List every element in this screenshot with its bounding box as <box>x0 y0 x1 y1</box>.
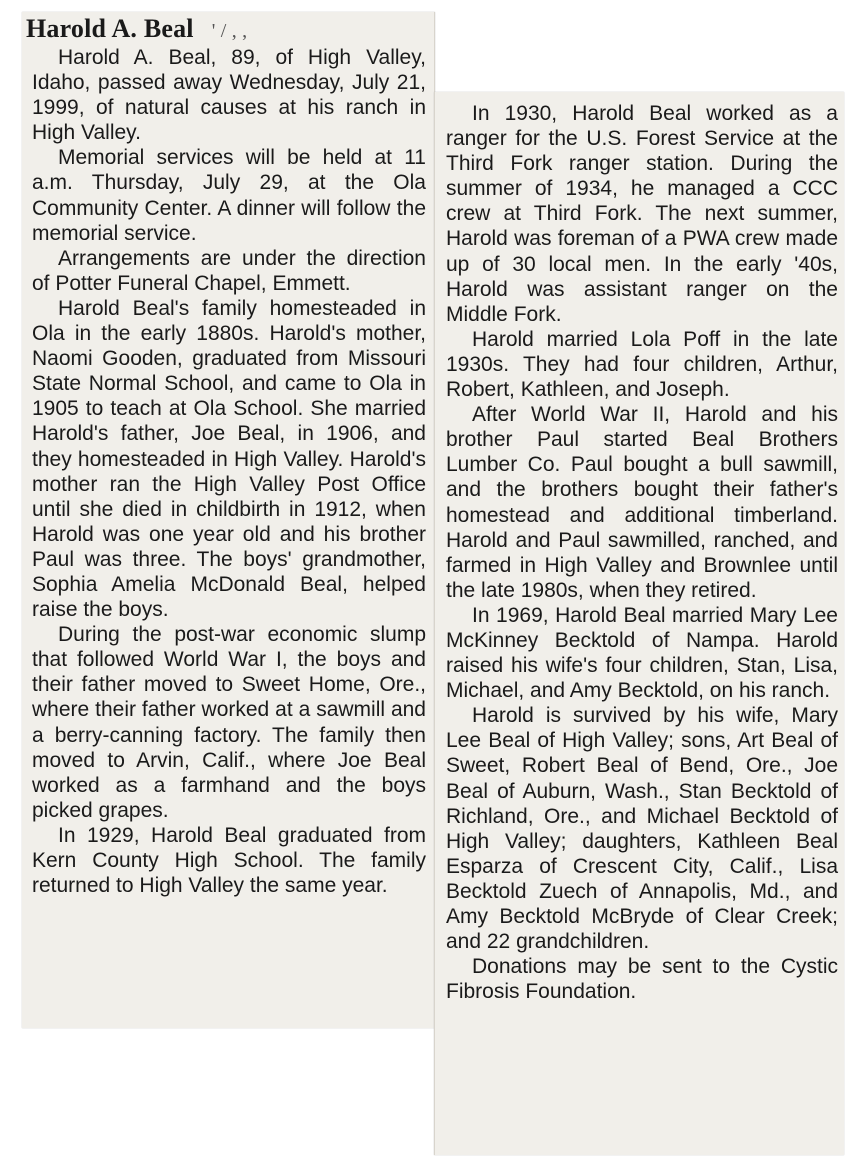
paragraph-arrangements: Arrangements are under the direction of Potter Funeral Chapel, Emmett. <box>32 246 426 295</box>
obituary-headline <box>26 14 426 46</box>
paragraph-memorial-services: Memorial services will be held at 11 a.m. Thursday, July 29, at the Ola Community Center. A dinner will follow the memorial service. <box>32 146 426 245</box>
paragraph-post-war: During the post-war economic slump that followed World War I, the boys and their father moved to Sweet Home, Ore., where their father worked at a sawmill and a berry-canning factory. The family then moved to Arvin, Calif., where Joe Beal worked as a farmhand and the boys picked grapes. <box>32 623 426 822</box>
left-column <box>26 14 426 898</box>
headline-text: Harold A. Beal <box>26 14 194 43</box>
paragraph-second-marriage: In 1969, Harold Beal married Mary Lee McKinney Becktold of Nampa. Harold raised his wife's four children, Stan, Lisa, Michael, and Amy Becktold, on his ranch. <box>446 603 838 703</box>
paragraph-family-history: Harold Beal's family homesteaded in Ola in the early 1880s. Harold's mother, Naomi Gooden, graduated from Missouri State Normal School, and came to Ola in 1905 to teach at Ola School. She married Harold's father, Joe Beal, in 1906, and they homesteaded in High Valley. Harold's mother ran the High Valley Post Office until she died in childbirth in 1912, when Harold was one year old and his brother Paul was three. The boys' grandmother, Sophia Amelia McDonald Beal, helped raise the boys. <box>32 296 426 622</box>
paragraph-announcement: Harold A. Beal, 89, of High Valley, Idaho, passed away Wednesday, July 21, 1999, of natural causes at his ranch in High Valley. <box>32 46 426 145</box>
paragraph-forest-service: In 1930, Harold Beal worked as a ranger for the U.S. Forest Service at the Third Fork ranger station. During the summer of 1934, he managed a CCC crew at Third Fork. The next summer, Harold was foreman of a PWA crew made up of 30 local men. In the early '40s, Harold was assistant ranger on the Middle Fork. <box>446 102 838 326</box>
paragraph-first-marriage: Harold married Lola Poff in the late 1930s. They had four children, Arthur, Robert, Kathleen, and Joseph. <box>446 327 838 402</box>
paragraph-lumber-company: After World War II, Harold and his brother Paul started Beal Brothers Lumber Co. Paul bought a bull sawmill, and the brothers bought their father's homestead and additional timberland. Harold and Paul sawmilled, ranched, and farmed in High Valley and Brownlee until the late 1980s, when they retired. <box>446 403 838 602</box>
paragraph-donations: Donations may be sent to the Cystic Fibrosis Foundation. <box>446 955 838 1004</box>
paragraph-survivors: Harold is survived by his wife, Mary Lee Beal of High Valley; sons, Art Beal of Sweet, Robert Beal of Bend, Ore., Joe Beal of Auburn, Wash., Stan Becktold of Richland, Ore., and Michael Becktold of High Valley; daughters, Kathleen Beal Esparza of Crescent City, Calif., Lisa Becktold Zuech of Annapolis, Md., and Amy Becktold McBryde of Clear Creek; and 22 grandchildren. <box>446 704 838 954</box>
paragraph-graduation: In 1929, Harold Beal graduated from Kern County High School. The family returned to High Valley the same year. <box>32 823 426 898</box>
right-column <box>446 101 838 1004</box>
headline-stray-marks: ' / , , <box>211 20 248 42</box>
